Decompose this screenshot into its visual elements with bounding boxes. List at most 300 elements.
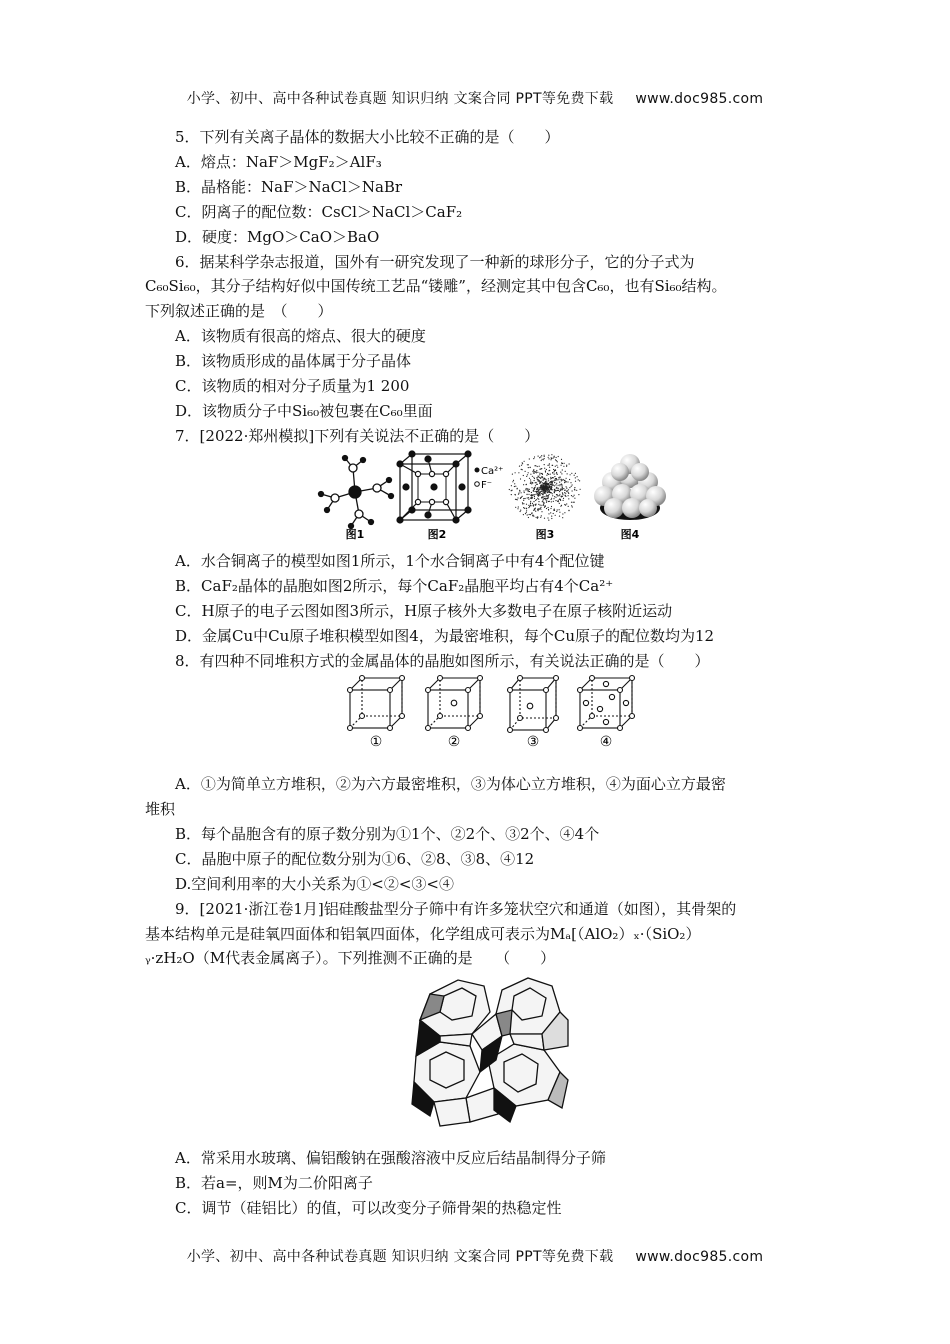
cloud-dot	[559, 478, 560, 479]
cloud-dot	[523, 500, 524, 501]
cloud-dot	[533, 516, 534, 517]
cloud-dot	[564, 504, 565, 505]
cloud-dot	[541, 460, 542, 461]
q6-stem-line1: 6．据某科学杂志报道，国外有一研究发现了一种新的球形分子，它的分子式为	[175, 253, 695, 271]
cloud-dot	[528, 491, 529, 492]
cloud-dot	[526, 488, 527, 489]
q7-stem: 7．[2022·郑州模拟]下列有关说法不正确的是（ ）	[175, 427, 540, 445]
cloud-dot	[530, 481, 531, 482]
cloud-dot	[513, 480, 514, 481]
fig4-label: 图4	[620, 528, 640, 541]
cloud-dot	[521, 492, 522, 493]
cloud-dot	[537, 479, 538, 480]
cloud-dot	[523, 484, 524, 485]
cloud-dot	[558, 456, 559, 457]
cloud-dot	[565, 481, 566, 482]
cloud-dot	[575, 481, 576, 482]
cloud-dot	[523, 490, 524, 491]
cloud-dot	[537, 493, 538, 494]
cloud-dot	[531, 492, 532, 493]
cloud-dot	[519, 466, 520, 467]
cloud-dot	[555, 484, 556, 485]
cloud-dot	[535, 472, 536, 473]
cloud-dot	[553, 513, 554, 514]
q6-option-d: D．该物质分子中Si₆₀被包裹在C₆₀里面	[175, 402, 433, 420]
cloud-dot	[548, 489, 549, 490]
cloud-dot	[545, 493, 546, 494]
cloud-dot	[566, 491, 567, 492]
q6-stem-line3: 下列叙述正确的是 （ ）	[145, 302, 333, 320]
cloud-dot	[548, 491, 549, 492]
cloud-dot	[574, 489, 575, 490]
cloud-dot	[548, 509, 549, 510]
cloud-dot	[568, 492, 569, 493]
cloud-dot	[551, 457, 552, 458]
cloud-dot	[537, 518, 538, 519]
cloud-dot	[548, 455, 549, 456]
cloud-dot	[574, 475, 575, 476]
q5-option-d: D．硬度：MgO＞CaO＞BaO	[175, 228, 380, 246]
cloud-dot	[525, 498, 526, 499]
cloud-dot	[536, 517, 537, 518]
cloud-dot	[532, 482, 533, 483]
cloud-dot	[522, 462, 523, 463]
cloud-dot	[538, 504, 539, 505]
cloud-dot	[548, 480, 549, 481]
cloud-dot	[557, 479, 558, 480]
cloud-dot	[554, 492, 555, 493]
cloud-dot	[551, 498, 552, 499]
cloud-dot	[558, 485, 559, 486]
cloud-dot	[553, 501, 554, 502]
cloud-dot	[542, 501, 543, 502]
cloud-dot	[530, 514, 531, 515]
cloud-dot	[541, 468, 542, 469]
cloud-dot	[575, 477, 576, 478]
cloud-dot	[522, 469, 523, 470]
cloud-dot	[564, 492, 565, 493]
cloud-dot	[570, 474, 571, 475]
cell-label-1: ①	[369, 734, 383, 750]
cloud-dot	[540, 505, 541, 506]
cloud-dot	[533, 490, 534, 491]
cloud-dot	[552, 483, 553, 484]
cloud-dot	[538, 456, 539, 457]
cloud-dot	[556, 473, 557, 474]
cloud-dot	[515, 494, 516, 495]
cloud-dot	[561, 489, 562, 490]
cloud-dot	[557, 488, 558, 489]
cloud-dot	[525, 489, 526, 490]
cloud-dot	[539, 457, 540, 458]
cloud-dot	[574, 495, 575, 496]
cloud-dot	[555, 459, 556, 460]
cloud-dot	[539, 482, 540, 483]
cloud-dot	[526, 476, 527, 477]
cloud-dot	[539, 477, 540, 478]
cloud-dot	[556, 494, 557, 495]
cloud-dot	[569, 487, 570, 488]
cloud-dot	[525, 471, 526, 472]
cloud-dot	[560, 477, 561, 478]
cloud-dot	[561, 459, 562, 460]
cloud-dot	[548, 496, 549, 497]
cloud-dot	[546, 475, 547, 476]
cloud-dot	[559, 485, 560, 486]
cloud-dot	[544, 458, 545, 459]
q9-option-b: B．若a=，则M为二价阳离子	[175, 1174, 373, 1192]
cloud-dot	[548, 513, 549, 514]
cloud-dot	[543, 459, 544, 460]
zeolite-framework-figure	[410, 976, 570, 1132]
cloud-dot	[541, 505, 542, 506]
cloud-dot	[549, 470, 550, 471]
cloud-dot	[512, 481, 513, 482]
cloud-dot	[521, 465, 522, 466]
q8-option-a-line1: A．①为简单立方堆积，②为六方最密堆积，③为体心立方堆积，④为面心立方最密	[175, 775, 726, 793]
cloud-dot	[535, 485, 536, 486]
header-site-link[interactable]: www.doc985.com	[635, 91, 764, 107]
cloud-dot	[534, 498, 535, 499]
cloud-dot	[534, 509, 535, 510]
cloud-dot	[555, 515, 556, 516]
cloud-dot	[537, 484, 538, 485]
cloud-dot	[561, 484, 562, 485]
cloud-dot	[550, 474, 551, 475]
footer-text: 小学、初中、高中各种试卷真题 知识归纳 文案合同 PPT等免费下载	[186, 1249, 614, 1265]
cloud-dot	[554, 476, 555, 477]
cloud-dot	[568, 489, 569, 490]
cloud-dot	[559, 495, 560, 496]
cloud-dot	[551, 454, 552, 455]
cloud-dot	[554, 489, 555, 490]
cloud-dot	[519, 490, 520, 491]
cloud-dot	[560, 490, 561, 491]
cloud-dot	[542, 459, 543, 460]
cloud-dot	[545, 486, 546, 487]
cloud-dot	[559, 509, 560, 510]
cloud-dot	[553, 477, 554, 478]
cloud-dot	[569, 463, 570, 464]
cloud-dot	[520, 511, 521, 512]
cloud-dot	[545, 498, 546, 499]
cloud-dot	[537, 516, 538, 517]
cloud-dot	[544, 490, 545, 491]
q5-option-a: A．熔点：NaF＞MgF₂＞AlF₃	[175, 153, 382, 171]
cloud-dot	[527, 514, 528, 515]
cloud-dot	[534, 487, 535, 488]
q7-figure	[315, 450, 675, 542]
cloud-dot	[566, 481, 567, 482]
cloud-dot	[526, 484, 527, 485]
cloud-dot	[546, 469, 547, 470]
cloud-dot	[571, 473, 572, 474]
q7-option-d: D．金属Cu中Cu原子堆积模型如图4，为最密堆积，每个Cu原子的配位数均为12	[175, 627, 715, 645]
cloud-dot	[559, 498, 560, 499]
cloud-dot	[559, 491, 560, 492]
cloud-dot	[545, 479, 546, 480]
cloud-dot	[539, 480, 540, 481]
cloud-dot	[531, 487, 532, 488]
cloud-dot	[552, 493, 553, 494]
cloud-dot	[545, 471, 546, 472]
cloud-dot	[546, 485, 547, 486]
f-ion-legend-dot	[475, 482, 480, 487]
cloud-dot	[566, 486, 567, 487]
cloud-dot	[551, 506, 552, 507]
cloud-dot	[522, 503, 523, 504]
q7-option-c: C．H原子的电子云图如图3所示，H原子核外大多数电子在原子核附近运动	[175, 602, 673, 620]
q6-option-a: A．该物质有很高的熔点、很大的硬度	[175, 327, 426, 345]
cloud-dot	[526, 512, 527, 513]
cloud-dot	[560, 472, 561, 473]
cloud-dot	[529, 514, 530, 515]
cloud-dot	[535, 494, 536, 495]
cloud-dot	[554, 491, 555, 492]
cloud-dot	[550, 478, 551, 479]
q8-option-c: C．晶胞中原子的配位数分别为①6、②8、③8、④12	[175, 850, 535, 868]
cloud-dot	[568, 510, 569, 511]
cloud-dot	[535, 504, 536, 505]
cloud-dot	[552, 465, 553, 466]
cloud-dot	[565, 490, 566, 491]
cloud-dot	[541, 481, 542, 482]
cloud-dot	[517, 499, 518, 500]
cloud-dot	[542, 485, 543, 486]
cloud-dot	[517, 488, 518, 489]
cloud-dot	[541, 497, 542, 498]
cloud-dot	[569, 479, 570, 480]
cloud-dot	[544, 464, 545, 465]
cloud-dot	[566, 478, 567, 479]
cloud-dot	[541, 515, 542, 516]
cloud-dot	[524, 461, 525, 462]
cloud-dot	[527, 464, 528, 465]
cloud-dot	[561, 496, 562, 497]
cloud-dot	[539, 492, 540, 493]
cloud-dot	[547, 492, 548, 493]
cloud-dot	[556, 511, 557, 512]
cloud-dot	[544, 478, 545, 479]
cloud-dot	[561, 473, 562, 474]
cloud-dot	[556, 483, 557, 484]
cloud-dot	[538, 499, 539, 500]
cloud-dot	[523, 507, 524, 508]
cloud-dot	[531, 495, 532, 496]
cloud-dot	[539, 491, 540, 492]
cloud-dot	[563, 488, 564, 489]
cloud-dot	[532, 471, 533, 472]
cloud-dot	[571, 486, 572, 487]
ca-ion-legend-dot	[475, 468, 480, 473]
cloud-dot	[523, 503, 524, 504]
cloud-dot	[555, 469, 556, 470]
cloud-dot	[554, 482, 555, 483]
cloud-dot	[543, 496, 544, 497]
cloud-dot	[511, 485, 512, 486]
cloud-dot	[566, 503, 567, 504]
cloud-dot	[548, 484, 549, 485]
cloud-dot	[515, 486, 516, 487]
cloud-dot	[571, 495, 572, 496]
cloud-dot	[551, 518, 552, 519]
cloud-dot	[557, 461, 558, 462]
cloud-dot	[550, 487, 551, 488]
cloud-dot	[520, 497, 521, 498]
cloud-dot	[538, 501, 539, 502]
caf2-unit-cell	[397, 451, 471, 523]
cloud-dot	[540, 486, 541, 487]
cloud-dot	[537, 477, 538, 478]
cloud-dot	[542, 473, 543, 474]
cloud-dot	[533, 472, 534, 473]
cloud-dot	[572, 490, 573, 491]
cloud-dot	[530, 502, 531, 503]
cloud-dot	[524, 492, 525, 493]
cloud-dot	[559, 512, 560, 513]
cloud-dot	[530, 505, 531, 506]
cloud-dot	[529, 458, 530, 459]
q8-option-a-line2: 堆积	[145, 800, 176, 818]
cloud-dot	[554, 471, 555, 472]
cloud-dot	[533, 501, 534, 502]
cloud-dot	[537, 466, 538, 467]
cloud-dot	[535, 465, 536, 466]
cloud-dot	[566, 488, 567, 489]
cloud-dot	[532, 476, 533, 477]
cloud-dot	[562, 496, 563, 497]
cloud-dot	[554, 510, 555, 511]
cloud-dot	[545, 499, 546, 500]
cloud-dot	[567, 481, 568, 482]
cloud-dot	[533, 477, 534, 478]
cloud-dot	[537, 488, 538, 489]
cloud-dot	[564, 463, 565, 464]
cloud-dot	[545, 481, 546, 482]
cloud-dot	[540, 517, 541, 518]
cloud-dot	[538, 487, 539, 488]
cloud-dot	[553, 457, 554, 458]
cloud-dot	[547, 487, 548, 488]
cloud-dot	[534, 456, 535, 457]
cloud-dot	[543, 497, 544, 498]
cloud-dot	[543, 502, 544, 503]
cloud-dot	[524, 480, 525, 481]
cloud-dot	[551, 499, 552, 500]
cloud-dot	[556, 472, 557, 473]
cloud-dot	[544, 455, 545, 456]
cloud-dot	[552, 495, 553, 496]
cloud-dot	[539, 473, 540, 474]
cloud-dot	[564, 480, 565, 481]
cloud-dot	[538, 496, 539, 497]
cloud-dot	[541, 511, 542, 512]
cloud-dot	[522, 496, 523, 497]
cloud-dot	[557, 495, 558, 496]
cloud-dot	[528, 499, 529, 500]
cloud-dot	[555, 500, 556, 501]
cloud-dot	[561, 479, 562, 480]
cloud-dot	[531, 512, 532, 513]
cloud-dot	[563, 500, 564, 501]
page-footer	[0, 1246, 950, 1266]
cloud-dot	[530, 483, 531, 484]
cloud-dot	[562, 492, 563, 493]
cloud-dot	[545, 491, 546, 492]
cloud-dot	[514, 486, 515, 487]
q6-option-c: C．该物质的相对分子质量为1 200	[175, 377, 410, 395]
cloud-dot	[540, 456, 541, 457]
cloud-dot	[557, 467, 558, 468]
cloud-dot	[543, 478, 544, 479]
cloud-dot	[575, 473, 576, 474]
cloud-dot	[571, 505, 572, 506]
cloud-dot	[538, 476, 539, 477]
cloud-dot	[548, 492, 549, 493]
cloud-dot	[544, 506, 545, 507]
cloud-dot	[556, 465, 557, 466]
cloud-dot	[518, 472, 519, 473]
cloud-dot	[572, 484, 573, 485]
cloud-dot	[560, 484, 561, 485]
fig1-label: 图1	[345, 528, 365, 541]
cloud-dot	[546, 489, 547, 490]
cloud-dot	[567, 473, 568, 474]
page-header	[0, 88, 950, 108]
cloud-dot	[540, 507, 541, 508]
cloud-dot	[536, 491, 537, 492]
cloud-dot	[544, 483, 545, 484]
ca-ion-legend: Ca²⁺	[481, 466, 504, 477]
cloud-dot	[527, 474, 528, 475]
cloud-dot	[532, 503, 533, 504]
fig2-label: 图2	[427, 528, 447, 541]
cloud-dot	[512, 474, 513, 475]
cloud-dot	[509, 489, 510, 490]
cloud-dot	[522, 502, 523, 503]
cloud-dot	[544, 456, 545, 457]
cloud-dot	[553, 480, 554, 481]
cloud-dot	[530, 474, 531, 475]
cloud-dot	[543, 504, 544, 505]
cloud-dot	[520, 478, 521, 479]
q5-option-c: C．阴离子的配位数：CsCl＞NaCl＞CaF₂	[175, 203, 463, 221]
cloud-dot	[535, 500, 536, 501]
cloud-dot	[568, 493, 569, 494]
cloud-dot	[547, 473, 548, 474]
cloud-dot	[546, 500, 547, 501]
cloud-dot	[563, 479, 564, 480]
cloud-dot	[554, 485, 555, 486]
f-ion-legend: F⁻	[481, 480, 493, 491]
cloud-dot	[550, 482, 551, 483]
cloud-dot	[517, 508, 518, 509]
cloud-dot	[528, 497, 529, 498]
cloud-dot	[533, 458, 534, 459]
q9-stem-line2: 基本结构单元是硅氧四面体和铝氧四面体，化学组成可表示为Mₐ[（AlO₂）ₓ·（SiO₂）	[145, 925, 701, 943]
cloud-dot	[543, 480, 544, 481]
cloud-dot	[528, 517, 529, 518]
cloud-dot	[579, 480, 580, 481]
q9-option-c: C．调节（硅铝比）的值，可以改变分子筛骨架的热稳定性	[175, 1199, 562, 1217]
q9-stem-line3: ᵧ·zH₂O（M代表金属离子）。下列推测不正确的是 （ ）	[145, 949, 556, 967]
cloud-dot	[529, 489, 530, 490]
cloud-dot	[577, 476, 578, 477]
cloud-dot	[574, 487, 575, 488]
cloud-dot	[562, 486, 563, 487]
cloud-dot	[528, 494, 529, 495]
footer-site-link[interactable]: www.doc985.com	[635, 1249, 764, 1265]
